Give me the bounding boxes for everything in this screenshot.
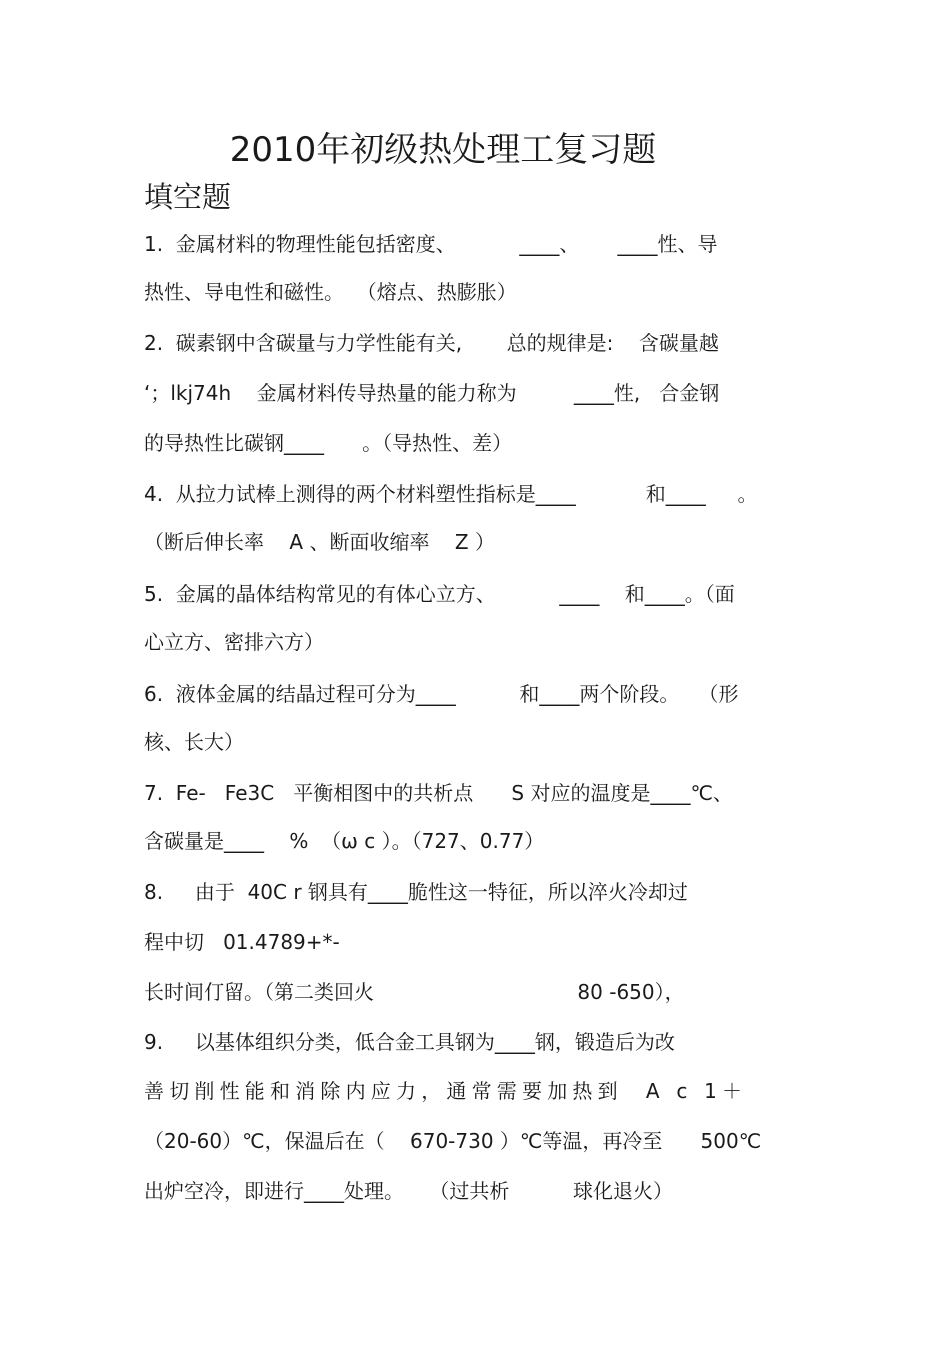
text-line: 1. 金属材料的物理性能包括密度、 ____、 ____性、导 [144,232,718,256]
text-line: 热性、导电性和磁性。 （熔点、热膨胀） [144,280,517,304]
text-line: 程中切 01.4789+*- [144,930,340,954]
text-line: 5. 金属的晶体结构常见的有体心立方、 ____ 和____。（面 [144,582,735,606]
text-line: 善切削性能和消除内应力，通常需要加热到 A c 1＋ [144,1079,748,1103]
text-line: 的导热性比碳钢____ 。（导热性、差） [144,431,513,455]
text-line: 出炉空冷，即进行____处理。 （过共析 球化退火） [144,1179,674,1203]
section-heading: 填空题 [144,180,232,214]
text-line: 核、长大） [144,730,244,754]
text-line: 4. 从拉力试棒上测得的两个材料塑性指标是____ 和____ 。 [144,482,758,506]
text-line: 8. 由于 40C r 钢具有____脆性这一特征，所以淬火冷却过 [144,880,688,904]
text-line: 2. 碳素钢中含碳量与力学性能有关, 总的规律是: 含碳量越 [144,331,719,355]
text-line: 7. Fe- Fe3C 平衡相图中的共析点 S 对应的温度是____℃、 [144,781,733,805]
text-line: （20-60）℃，保温后在（ 670-730 ）℃等温，再冷至 500℃ [144,1129,762,1153]
document-title: 2010年初级热处理工复习题 [229,130,657,170]
text-line: 心立方、密排六方） [144,630,324,654]
text-line: 9. 以基体组织分类，低合金工具钢为____钢，锻造后为改 [144,1030,675,1054]
text-line: 长时间仃留。（第二类回火 80 -650）， [144,980,685,1004]
text-line: 6. 液体金属的结晶过程可分为____ 和____两个阶段。 （形 [144,682,739,706]
text-line: ‘；lkj74h 金属材料传导热量的能力称为 ____性, 合金钢 [144,381,720,405]
text-line: （断后伸长率 A 、断面收缩率 Z ） [144,530,495,554]
text-line: 含碳量是____ % （ω c ）。（727、0.77） [144,829,545,853]
